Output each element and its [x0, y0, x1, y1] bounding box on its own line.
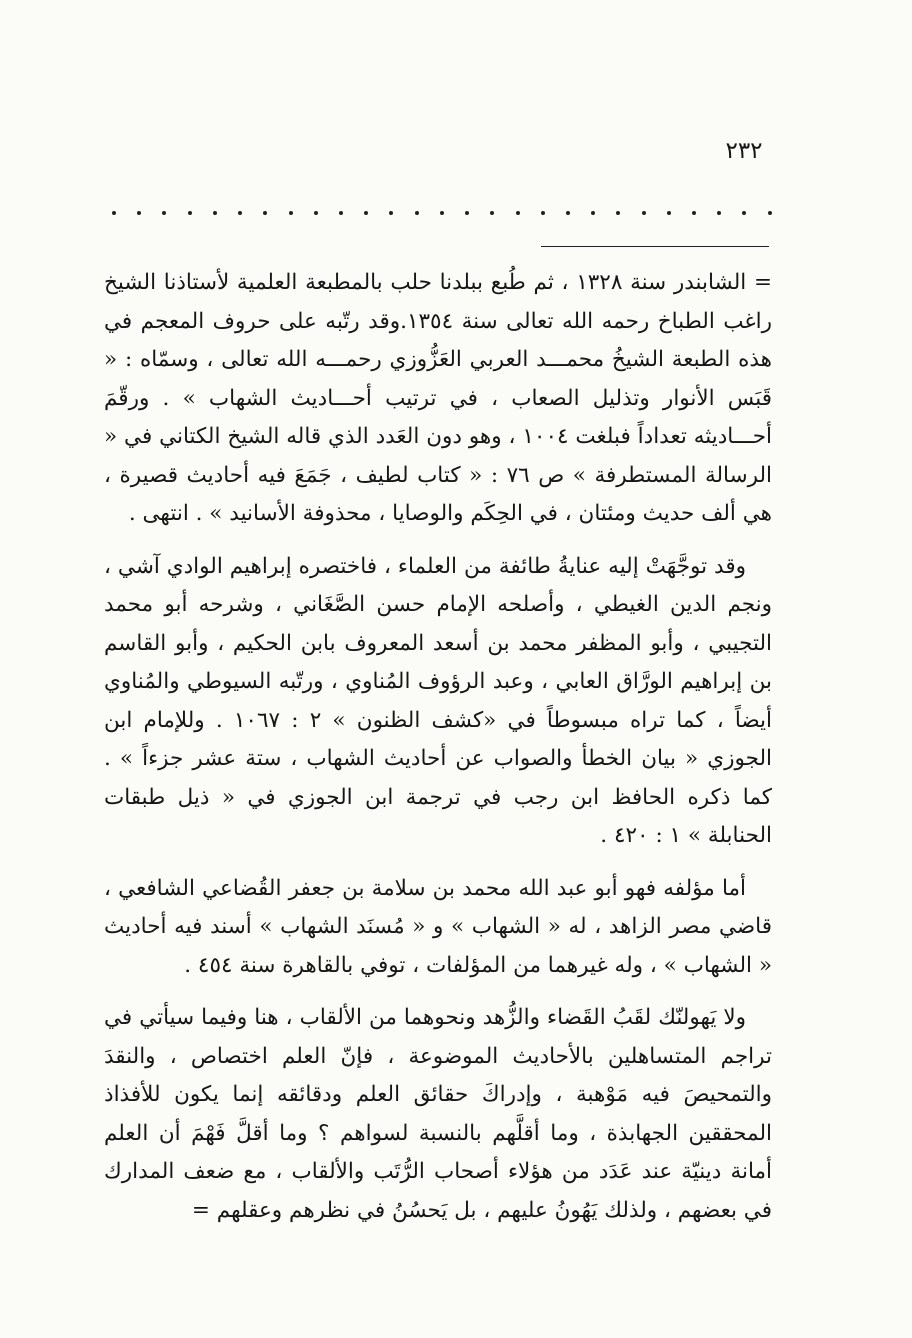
page-number: ٢٣٢ — [725, 138, 763, 164]
footnote-paragraph: وقد توجَّهَتْ إليه عنايةُ طائفة من العلماء ، فاختصره إبراهيم الوادي آشي ، ونجم الدين الغيطي ، وأصلحه الإمام حسن الصَّغَاني ، وشرحه أبو محمد التجيبي ، وأبو المظفر محمد بن أسعد المعروف بابن الحكيم ، وأبو القاسم بن إبراهيم الورَّاق العابي ، وعبد الرؤوف المُناوي ، ورتّبه السيوطي والمُناوي أيضاً ، كما تراه مبسوطاً في «كشف الظنون » ٢ : ١٠٦٧ . وللإمام ابن الجوزي « بيان الخطأ والصواب عن أحاديث الشهاب ، ستة عشر جزءاً » . كما ذكره الحافظ ابن رجب في ترجمة ابن الجوزي في « ذيل طبقات الحنابلة » ١ : ٤٢٠ . — [104, 553, 772, 848]
footnote-paragraph-continued: = الشابندر سنة ١٣٢٨ ، ثم طُبع ببلدنا حلب بالمطبعة العلمية لأستاذنا الشيخ راغب الطباخ رحمه الله تعالى سنة ١٣٥٤.وقد رتّبه على حروف المعجم في هذه الطبعة الشيخُ محمـــد العربي العَزُّوزي رحمـــه الله تعالى ، وسمّاه : « قَبَس الأنوار وتذليل الصعاب ، في ترتيب أحـــاديث الشهاب » . ورقّمَ أحـــاديثه تعداداً فبلغت ١٠٠٤ ، وهو دون العَدد الذي قاله الشيخ الكتاني في « الرسالة المستطرفة » ص ٧٦ : « كتاب لطيف ، جَمَعَ فيه أحاديث قصيرة ، هي ألف حديث ومئتان ، في الحِكَم والوصايا ، محذوفة الأسانيد » . انتهى . — [104, 270, 773, 526]
footnote-paragraph: ولا يَهولنّك لقَبُ القَضاء والزُّهد ونحوهما من الألقاب ، هنا وفيما سيأتي في تراجم المتساهلين بالأحاديث الموضوعة ، فإنّ العلم اختصاص ، والنقدَ والتمحيصَ فيه مَوْهبة ، وإدراكَ حقائق العلم ودقائقه إنما يكون للأفذاذ المحققين الجهابذة ، وما أقلَّهم بالنسبة لسواهم ؟ وما أقلَّ فَهْمَ أن العلم أمانة دينيّة عند عَدَد من هؤلاء أصحاب الرُّتَب والألقاب ، مع ضعف المدارك في بعضهم ، ولذلك يَهُونُ عليهم ، بل يَحسُنُ في نظرهم وعقلهم = — [104, 1005, 772, 1223]
dotted-separator — [112, 203, 772, 223]
footnote-text — [104, 264, 772, 1230]
footnote-paragraph: أما مؤلفه فهو أبو عبد الله محمد بن سلامة بن جعفر القُضاعي الشافعي ، قاضي مصر الزاهد ، له « الشهاب » و « مُسنَد الشهاب » أسند فيه أحاديث « الشهاب » ، وله غيرهما من المؤلفات ، توفي بالقاهرة سنة ٤٥٤ . — [104, 875, 772, 978]
footnote-rule — [541, 246, 769, 247]
